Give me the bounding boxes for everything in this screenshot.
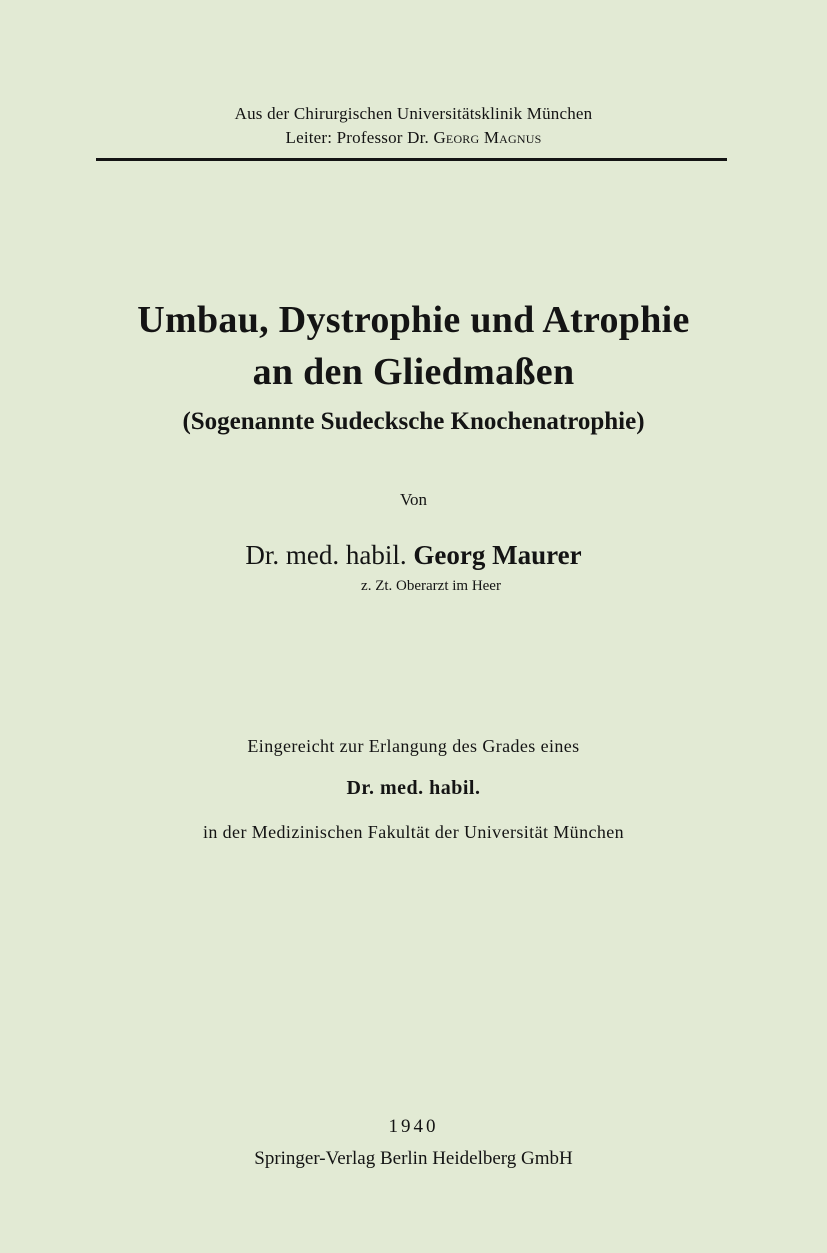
author-line: [0, 540, 827, 571]
degree: Dr. med. habil.: [346, 777, 481, 799]
submission-line-1: Eingereicht zur Erlangung des Grades eines: [247, 736, 580, 756]
leader-line: [0, 128, 827, 148]
leader-prefix: Leiter: Professor Dr.: [285, 128, 429, 147]
subtitle: (Sogenannte Sudecksche Knochenatrophie): [182, 408, 645, 435]
title-line-2: an den Gliedmaßen: [252, 351, 575, 393]
von-label: Von: [399, 490, 428, 509]
publisher: Springer-Verlag Berlin Heidelberg GmbH: [254, 1148, 573, 1169]
institute-line: Aus der Chirurgischen Universitätsklinik München: [234, 104, 593, 123]
author-rank: z. Zt. Oberarzt im Heer: [361, 578, 501, 594]
publication-year: 1940: [388, 1116, 439, 1137]
author-name: Georg Maurer: [413, 540, 582, 570]
submission-line-3: in der Medizinischen Fakultät der Universität München: [202, 822, 625, 842]
author-prefix: Dr. med. habil.: [245, 540, 407, 570]
title-line-1: Umbau, Dystrophie und Atrophie: [137, 299, 690, 341]
leader-name: Georg Magnus: [433, 128, 542, 147]
header-rule: [96, 158, 727, 161]
